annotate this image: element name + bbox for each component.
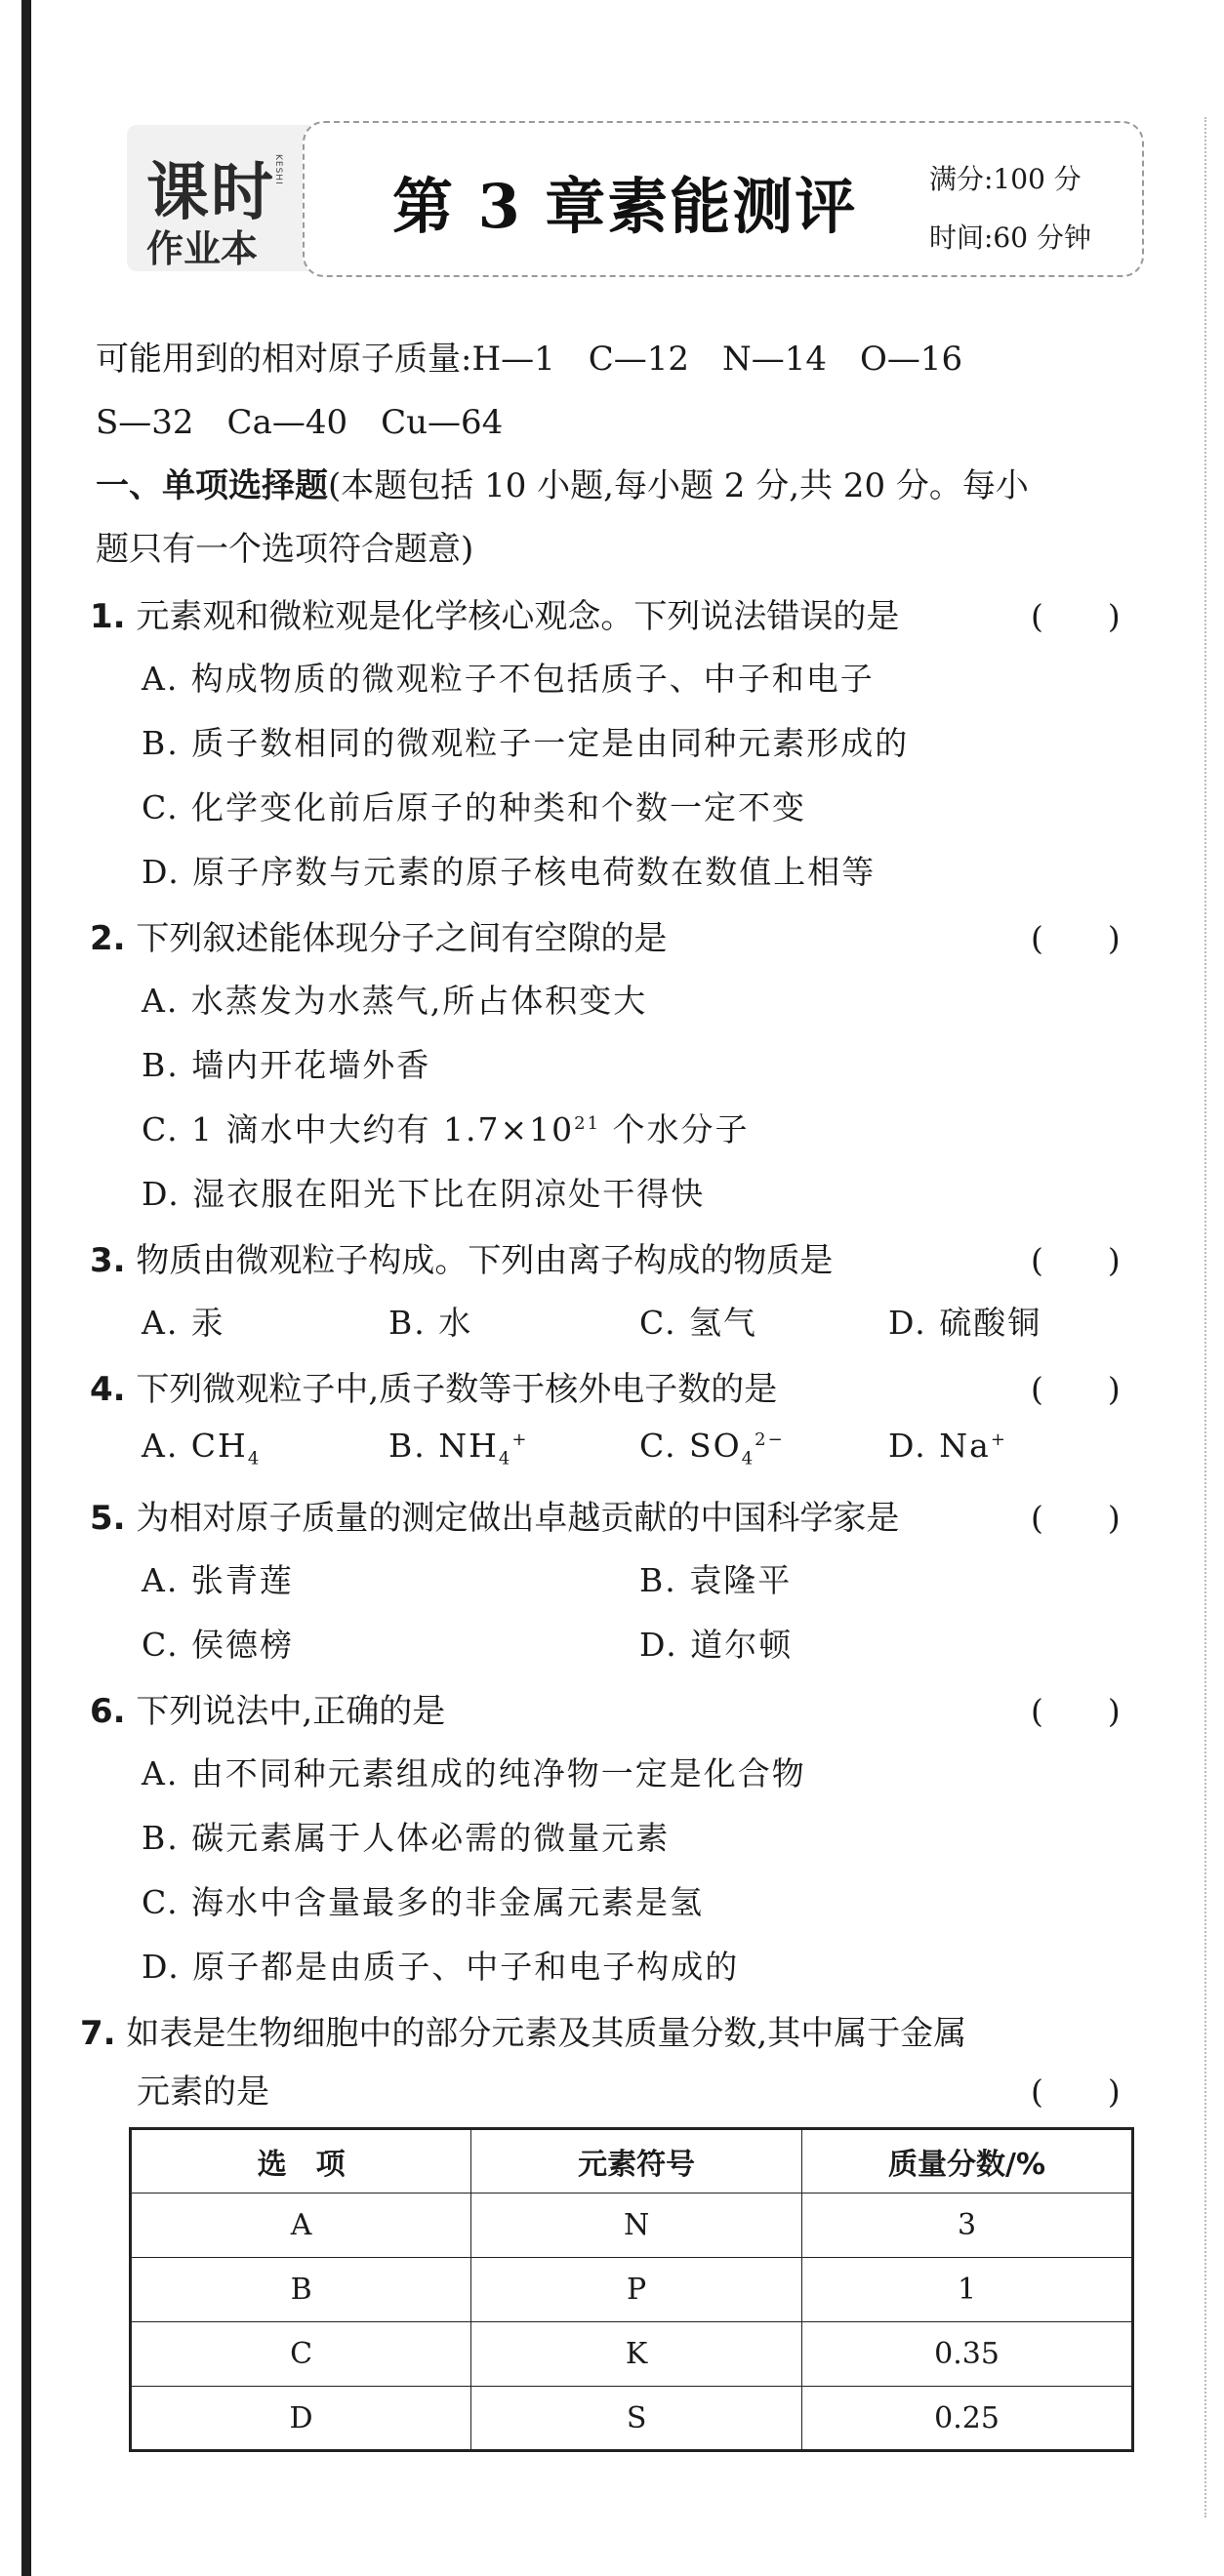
exam-meta: [929, 150, 1091, 267]
question-number: 7.: [80, 2014, 116, 2053]
option-2b: B. 墙内开花墙外香: [142, 1046, 431, 1084]
question-7-stem-cont: 元素的是: [137, 2073, 269, 2112]
answer-blank-4[interactable]: ( ): [1031, 1370, 1121, 1408]
section-note-2: 题只有一个选项符合题意): [96, 530, 474, 569]
table-cell: A: [131, 2194, 471, 2258]
answer-blank-1[interactable]: ( ): [1031, 597, 1121, 635]
option-4d-text: D. Na: [888, 1427, 991, 1465]
subscript: 4: [247, 1448, 262, 1469]
column-header: 元素符号: [471, 2129, 802, 2194]
table-header-row: [131, 2129, 1133, 2194]
table-row: [131, 2387, 1133, 2451]
option-2c-suffix: 个水分子: [600, 1110, 750, 1148]
option-6d: D. 原子都是由质子、中子和电子构成的: [142, 1948, 740, 1986]
question-7: [80, 2006, 966, 2054]
question-number: 1.: [90, 597, 126, 636]
table-cell: S: [471, 2387, 802, 2451]
question-stem: 如表是生物细胞中的部分元素及其质量分数,其中属于金属: [126, 2014, 967, 2053]
option-4a-text: A. CH: [142, 1427, 248, 1465]
logo-title: 课时: [146, 157, 275, 229]
table-cell: 0.25: [802, 2387, 1133, 2451]
question-stem: 物质由微观粒子构成。下列由离子构成的物质是: [136, 1241, 834, 1280]
superscript: 2−: [755, 1429, 785, 1450]
option-3b: B. 水: [388, 1304, 473, 1342]
answer-blank-3[interactable]: ( ): [1031, 1241, 1121, 1279]
question-number: 6.: [90, 1692, 126, 1731]
page-header: [117, 115, 1142, 281]
option-1a: A. 构成物质的微观粒子不包括质子、中子和电子: [142, 660, 875, 698]
option-1b: B. 质子数相同的微观粒子一定是由同种元素形成的: [142, 724, 910, 762]
chapter-title: 第 3 章素能测评: [392, 171, 858, 242]
option-3d: D. 硫酸铜: [888, 1304, 1042, 1342]
time-limit: 时间:60 分钟: [929, 221, 1091, 254]
logo: [127, 125, 322, 271]
element-table: [129, 2127, 1134, 2452]
atomic-mass-line-2: S—32 Ca—40 Cu—64: [96, 403, 504, 442]
option-5d: D. 道尔顿: [639, 1626, 794, 1664]
option-4d: [888, 1427, 1007, 1465]
answer-blank-6[interactable]: ( ): [1031, 1692, 1121, 1730]
subscript: 4: [741, 1448, 755, 1469]
question-number: 3.: [90, 1241, 126, 1280]
superscript: +: [990, 1429, 1007, 1450]
table-cell: N: [471, 2194, 802, 2258]
option-4a: [142, 1427, 261, 1469]
question-number: 5.: [90, 1499, 126, 1538]
logo-subtitle: 作业本: [146, 227, 259, 270]
option-2c: [142, 1105, 750, 1150]
superscript: +: [511, 1429, 529, 1450]
table-cell: K: [471, 2322, 802, 2387]
table-cell: D: [131, 2387, 471, 2451]
option-6a: A. 由不同种元素组成的纯净物一定是化合物: [142, 1754, 806, 1792]
option-5c: C. 侯德榜: [142, 1626, 295, 1664]
table-cell: C: [131, 2322, 471, 2387]
logo-pinyin: KESHI: [273, 154, 283, 185]
question-1: [90, 589, 899, 637]
title-box: [303, 121, 1144, 277]
option-2d: D. 湿衣服在阳光下比在阴凉处干得快: [142, 1175, 706, 1213]
table-cell: 1: [802, 2258, 1133, 2322]
subscript: 4: [498, 1448, 512, 1469]
table-row: [131, 2322, 1133, 2387]
answer-blank-5[interactable]: ( ): [1031, 1499, 1121, 1537]
full-score: 满分:100 分: [929, 163, 1081, 195]
question-3: [90, 1233, 833, 1281]
option-3a: A. 汞: [142, 1304, 225, 1342]
section-note-1: (本题包括 10 小题,每小题 2 分,共 20 分。每小: [328, 466, 1029, 505]
page-edge: [1204, 117, 1206, 2517]
question-number: 4.: [90, 1370, 126, 1409]
option-4b: [388, 1427, 528, 1469]
section-heading: [96, 459, 1029, 506]
option-4c-text: C. SO: [639, 1427, 742, 1465]
exponent: 21: [574, 1113, 601, 1134]
question-5: [90, 1491, 899, 1539]
option-2c-text: C. 1 滴水中大约有 1.7×10: [142, 1110, 575, 1148]
question-2: [90, 911, 667, 959]
answer-blank-7[interactable]: ( ): [1031, 2073, 1121, 2111]
question-stem: 下列叙述能体现分子之间有空隙的是: [136, 919, 668, 958]
section-title: 一、单项选择题: [96, 466, 328, 505]
option-6c: C. 海水中含量最多的非金属元素是氢: [142, 1883, 705, 1921]
answer-blank-2[interactable]: ( ): [1031, 919, 1121, 957]
binding-bar: [21, 0, 31, 2576]
question-stem: 元素观和微粒观是化学核心观念。下列说法错误的是: [136, 597, 900, 636]
table-cell: B: [131, 2258, 471, 2322]
question-4: [90, 1362, 777, 1410]
atomic-mass-line-1: 可能用到的相对原子质量:H—1 C—12 N—14 O—16: [96, 340, 963, 379]
table-cell: 0.35: [802, 2322, 1133, 2387]
question-stem: 下列微观粒子中,质子数等于核外电子数的是: [136, 1370, 778, 1409]
option-5a: A. 张青莲: [142, 1561, 294, 1599]
option-5b: B. 袁隆平: [639, 1561, 793, 1599]
option-3c: C. 氢气: [639, 1304, 758, 1342]
option-4b-text: B. NH: [388, 1427, 499, 1465]
option-6b: B. 碳元素属于人体必需的微量元素: [142, 1819, 671, 1857]
table-cell: P: [471, 2258, 802, 2322]
column-header: 质量分数/%: [802, 2129, 1133, 2194]
table-row: [131, 2194, 1133, 2258]
option-1c: C. 化学变化前后原子的种类和个数一定不变: [142, 788, 807, 826]
question-stem: 下列说法中,正确的是: [136, 1692, 446, 1731]
table-cell: 3: [802, 2194, 1133, 2258]
question-number: 2.: [90, 919, 126, 958]
column-header: 选 项: [131, 2129, 471, 2194]
option-1d: D. 原子序数与元素的原子核电荷数在数值上相等: [142, 853, 877, 891]
question-6: [90, 1684, 445, 1732]
option-2a: A. 水蒸发为水蒸气,所占体积变大: [142, 982, 648, 1020]
option-4c: [639, 1427, 785, 1469]
question-stem: 为相对原子质量的测定做出卓越贡献的中国科学家是: [136, 1499, 900, 1538]
table-row: [131, 2258, 1133, 2322]
